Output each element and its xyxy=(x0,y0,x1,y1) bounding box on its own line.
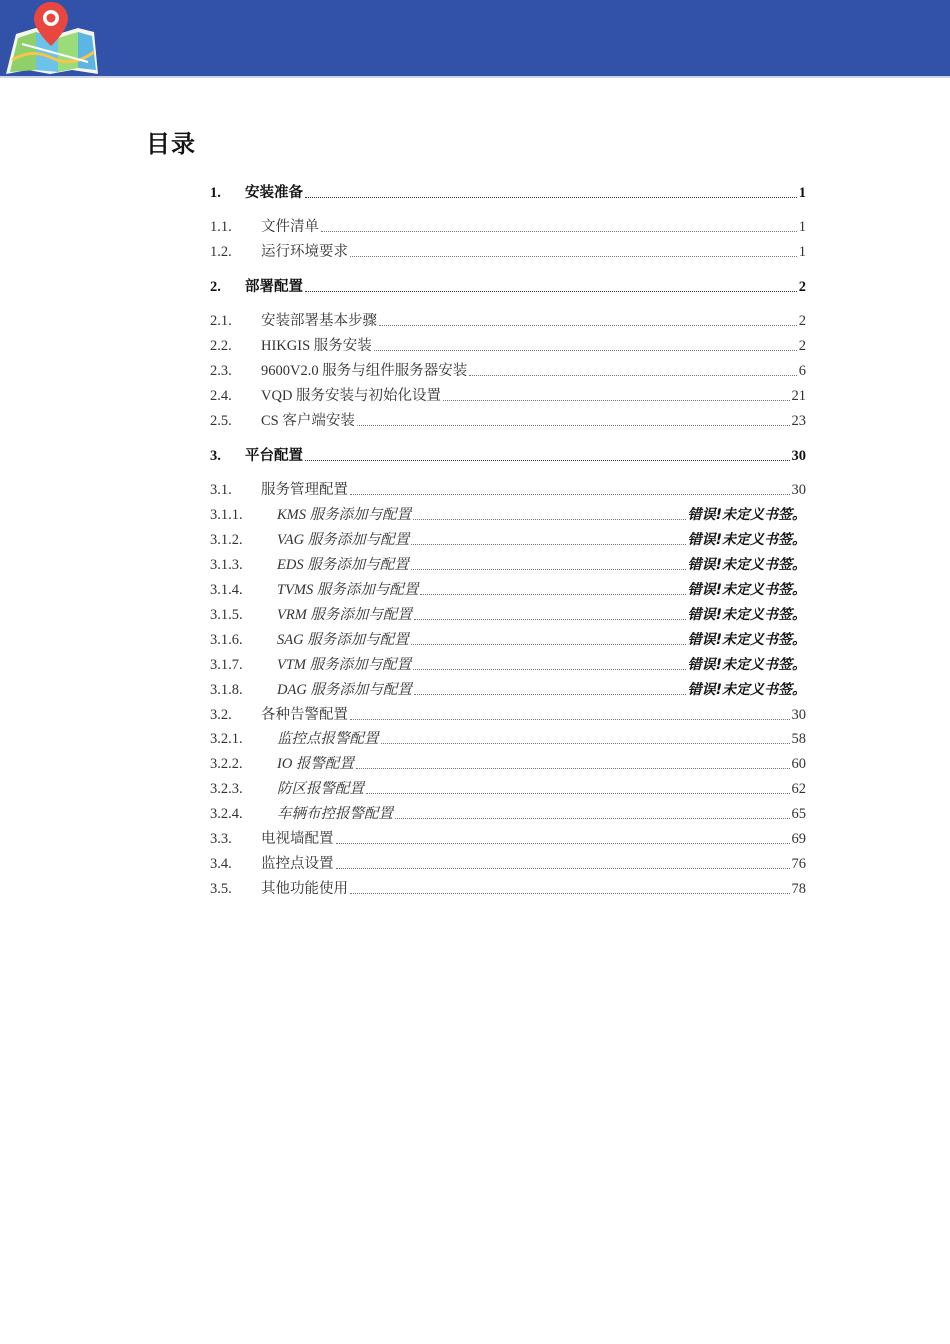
toc-page-number: 78 xyxy=(791,881,806,897)
toc-entry[interactable] xyxy=(210,552,806,574)
toc-page-number: 58 xyxy=(791,731,806,747)
toc-entry-number: 2. xyxy=(210,279,221,295)
toc-error-message: 错误!未定义书签。 xyxy=(687,532,806,548)
toc-error-message: 错误!未定义书签。 xyxy=(687,632,806,648)
toc-error-message: 错误!未定义书签。 xyxy=(687,582,806,598)
toc-entry-number: 3.1.4. xyxy=(210,582,243,598)
toc-dot-leader xyxy=(374,350,797,351)
toc-entry[interactable] xyxy=(210,851,806,873)
toc-entry[interactable] xyxy=(210,702,806,724)
toc-error-message: 错误!未定义书签。 xyxy=(687,607,806,623)
toc-entry-title: VQD 服务安装与初始化设置 xyxy=(261,388,442,404)
toc-page-number: 30 xyxy=(791,448,806,464)
toc-entry-number: 2.2. xyxy=(210,338,232,354)
toc-dot-leader xyxy=(305,291,797,292)
toc-page-number: 23 xyxy=(791,413,806,429)
toc-entry-number: 2.5. xyxy=(210,413,232,429)
toc-entry-title: 部署配置 xyxy=(245,279,303,295)
toc-dot-leader xyxy=(413,519,685,520)
toc-entry-title: SAG 服务添加与配置 xyxy=(277,632,409,648)
toc-dot-leader xyxy=(411,544,685,545)
toc-page-number: 69 xyxy=(791,831,806,847)
toc-entry-title: EDS 服务添加与配置 xyxy=(277,557,409,573)
toc-entry[interactable] xyxy=(210,443,806,465)
toc-entry[interactable] xyxy=(210,308,806,330)
toc-dot-leader xyxy=(321,231,797,232)
toc-entry-title: VTM 服务添加与配置 xyxy=(277,657,412,673)
map-pin-logo-icon xyxy=(2,0,98,76)
toc-title: 目录 xyxy=(146,130,196,158)
toc-entry-number: 3.1.5. xyxy=(210,607,243,623)
toc-entry-number: 3.2.1. xyxy=(210,731,243,747)
toc-entry[interactable] xyxy=(210,383,806,405)
toc-entry-number: 3.4. xyxy=(210,856,232,872)
toc-page-number: 65 xyxy=(791,806,806,822)
toc-entry-title: 防区报警配置 xyxy=(277,781,364,797)
toc-dot-leader xyxy=(305,460,790,461)
toc-page-number: 1 xyxy=(798,185,806,201)
toc-page-number: 1 xyxy=(798,219,806,235)
toc-dot-leader xyxy=(414,694,686,695)
toc-entry-title: 车辆布控报警配置 xyxy=(277,806,393,822)
toc-entry-number: 3.1.8. xyxy=(210,682,243,698)
toc-entry-title: 各种告警配置 xyxy=(261,707,348,723)
toc-entry-title: 监控点报警配置 xyxy=(277,731,379,747)
toc-entry-number: 3.1.6. xyxy=(210,632,243,648)
toc-entry-title: KMS 服务添加与配置 xyxy=(277,507,412,523)
toc-dot-leader xyxy=(469,375,797,376)
toc-page-number: 30 xyxy=(791,707,806,723)
toc-entry-number: 3.1.1. xyxy=(210,507,243,523)
toc-entry-title: CS 客户端安装 xyxy=(261,413,355,429)
toc-entry[interactable] xyxy=(210,239,806,261)
toc-entry-number: 3.1. xyxy=(210,482,232,498)
toc-page-number: 1 xyxy=(798,244,806,260)
toc-entry-number: 3.5. xyxy=(210,881,232,897)
toc-page-number: 21 xyxy=(791,388,806,404)
toc-dot-leader xyxy=(411,569,686,570)
toc-dot-leader xyxy=(414,619,686,620)
toc-dot-leader xyxy=(336,843,790,844)
toc-entry-number: 3.1.3. xyxy=(210,557,243,573)
toc-entry-title: 监控点设置 xyxy=(261,856,334,872)
toc-dot-leader xyxy=(357,425,790,426)
toc-entry-number: 2.3. xyxy=(210,363,232,379)
toc-entry[interactable] xyxy=(210,776,806,798)
toc-entry-title: 服务管理配置 xyxy=(261,482,348,498)
toc-dot-leader xyxy=(411,644,686,645)
toc-dot-leader xyxy=(356,768,790,769)
toc-entry[interactable] xyxy=(210,527,806,549)
toc-dot-leader xyxy=(420,594,685,595)
toc-entry-title: VAG 服务添加与配置 xyxy=(277,532,410,548)
toc-dot-leader xyxy=(395,818,790,819)
toc-entry[interactable] xyxy=(210,577,806,599)
toc-entry-title: TVMS 服务添加与配置 xyxy=(277,582,419,598)
toc-entry-number: 2.1. xyxy=(210,313,232,329)
toc-entry[interactable] xyxy=(210,408,806,430)
toc-page-number: 76 xyxy=(791,856,806,872)
toc-entry[interactable] xyxy=(210,602,806,624)
toc-entry[interactable] xyxy=(210,214,806,236)
toc-entry[interactable] xyxy=(210,333,806,355)
toc-entry-number: 3.3. xyxy=(210,831,232,847)
toc-dot-leader xyxy=(413,669,685,670)
toc-entry-title: 安装准备 xyxy=(245,185,303,201)
toc-dot-leader xyxy=(350,256,797,257)
toc-entry-title: 电视墙配置 xyxy=(261,831,334,847)
toc-entry-title: HIKGIS 服务安装 xyxy=(261,338,372,354)
toc-entry[interactable] xyxy=(210,652,806,674)
toc-entry-title: 文件清单 xyxy=(261,219,319,235)
toc-entry-title: 平台配置 xyxy=(245,448,303,464)
toc-entry-number: 3.2. xyxy=(210,707,232,723)
toc-dot-leader xyxy=(336,868,790,869)
toc-entry[interactable] xyxy=(210,477,806,499)
toc-entry-title: 安装部署基本步骤 xyxy=(261,313,377,329)
toc-dot-leader xyxy=(379,325,797,326)
toc-entry[interactable] xyxy=(210,726,806,748)
toc-dot-leader xyxy=(366,793,790,794)
toc-page-number: 62 xyxy=(791,781,806,797)
toc-error-message: 错误!未定义书签。 xyxy=(687,682,806,698)
toc-error-message: 错误!未定义书签。 xyxy=(687,507,806,523)
toc-entry[interactable] xyxy=(210,876,806,898)
toc-entry-number: 3.1.2. xyxy=(210,532,243,548)
toc-dot-leader xyxy=(350,719,790,720)
toc-entry-number: 1. xyxy=(210,185,221,201)
toc-entry-number: 3.2.2. xyxy=(210,756,243,772)
toc-entry-number: 2.4. xyxy=(210,388,232,404)
toc-page-number: 2 xyxy=(798,279,806,295)
toc-entry[interactable] xyxy=(210,358,806,380)
toc-dot-leader xyxy=(443,400,789,401)
toc-dot-leader xyxy=(350,893,790,894)
toc-entry[interactable] xyxy=(210,180,806,202)
toc-entry[interactable] xyxy=(210,801,806,823)
toc-error-message: 错误!未定义书签。 xyxy=(687,557,806,573)
toc-entry-number: 3.2.4. xyxy=(210,806,243,822)
toc-entry-title: IO 报警配置 xyxy=(277,756,354,772)
toc-entry-number: 1.2. xyxy=(210,244,232,260)
toc-entry[interactable] xyxy=(210,677,806,699)
toc-dot-leader xyxy=(305,197,797,198)
toc-dot-leader xyxy=(381,743,790,744)
toc-page-number: 6 xyxy=(798,363,806,379)
toc-entry[interactable] xyxy=(210,502,806,524)
toc-entry[interactable] xyxy=(210,627,806,649)
toc-page-number: 60 xyxy=(791,756,806,772)
header-bar xyxy=(0,0,950,78)
toc-error-message: 错误!未定义书签。 xyxy=(687,657,806,673)
toc-page-number: 2 xyxy=(798,338,806,354)
toc-entry-title: 其他功能使用 xyxy=(261,881,348,897)
toc-entry-title: VRM 服务添加与配置 xyxy=(277,607,412,623)
toc-dot-leader xyxy=(350,494,790,495)
toc-entry[interactable] xyxy=(210,751,806,773)
toc-page-number: 30 xyxy=(791,482,806,498)
toc-entry[interactable] xyxy=(210,274,806,296)
toc-entry-title: 运行环境要求 xyxy=(261,244,348,260)
toc-entry-title: 9600V2.0 服务与组件服务器安装 xyxy=(261,363,468,379)
toc-entry-number: 1.1. xyxy=(210,219,232,235)
toc-entry-number: 3.2.3. xyxy=(210,781,243,797)
toc-entry[interactable] xyxy=(210,826,806,848)
toc-entry-number: 3.1.7. xyxy=(210,657,243,673)
toc-entry-number: 3. xyxy=(210,448,221,464)
toc-entry-title: DAG 服务添加与配置 xyxy=(277,682,412,698)
toc-page-number: 2 xyxy=(798,313,806,329)
